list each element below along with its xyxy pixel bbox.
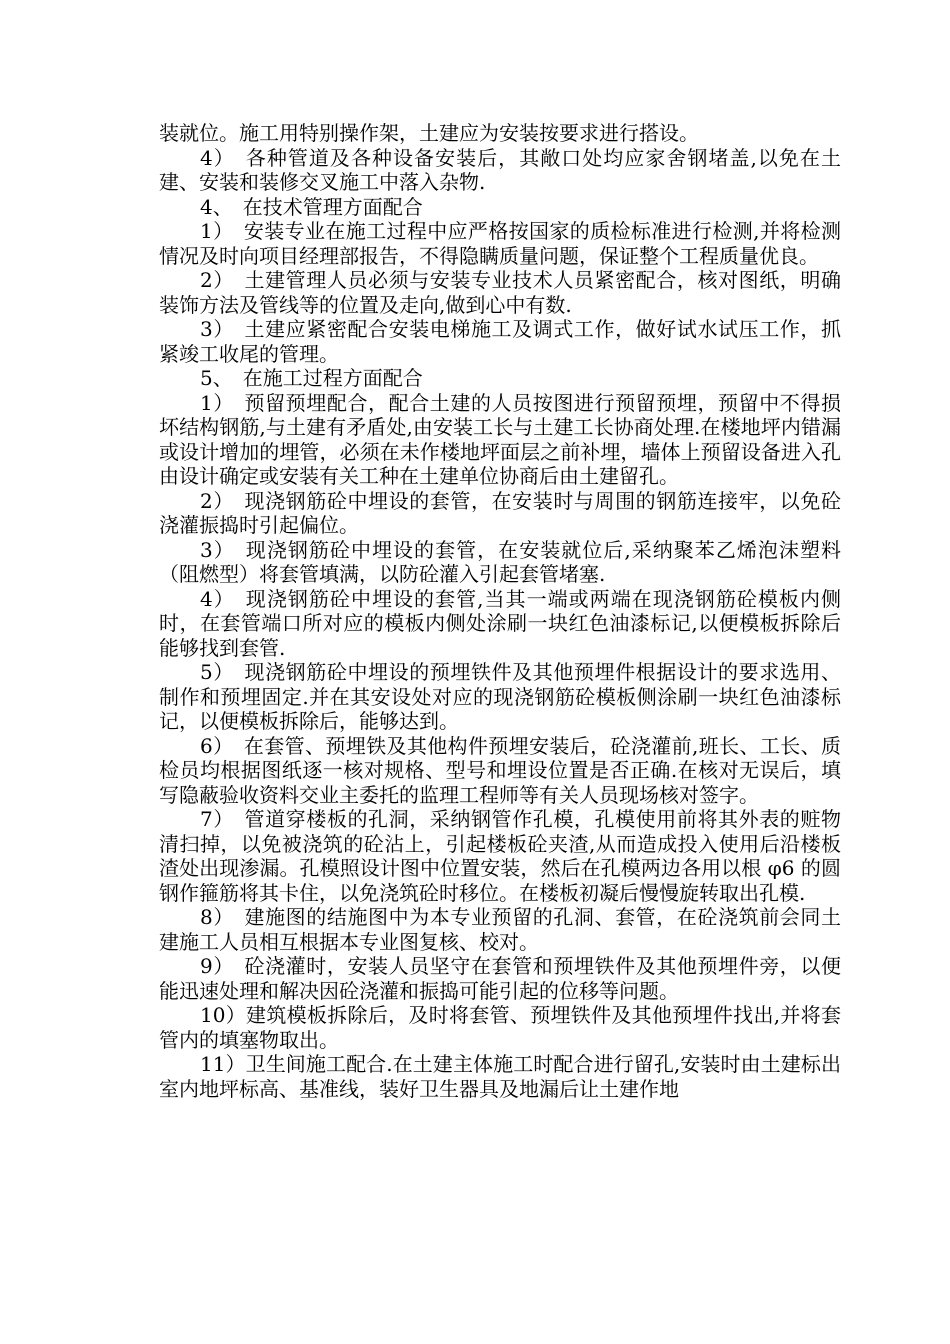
paragraph: 9） 砼浇灌时，安装人员坚守在套管和预埋铁件及其他预埋件旁，以便能迅速处理和解决因砼浇灌和振捣可能引起的位移等问题。	[159, 954, 841, 1003]
paragraph: 7） 管道穿楼板的孔洞，采纳钢管作孔模，孔模使用前将其外表的赃物清扫掉，以免被浇筑的砼沾上，引起楼板砼夹渣,从而造成投入使用后沿楼板渣处出现渗漏。孔模照设计图中位置安装，然后在孔模两边各用以根 φ6 的圆钢作箍筋将其卡住，以免浇筑砼时移位。在楼板初凝后慢慢旋转取出孔模.	[159, 807, 841, 905]
paragraph: 1） 预留预埋配合，配合土建的人员按图进行预留预埋，预留中不得损坏结构钢筋,与土建有矛盾处,由安装工长与土建工长协商处理.在楼地坪内错漏或设计增加的埋管，必须在未作楼地坪面层之前补埋，墙体上预留设备进入孔由设计确定或安装有关工种在土建单位协商后由土建留孔。	[159, 390, 841, 488]
document-page	[159, 121, 841, 1101]
section-heading: 4、 在技术管理方面配合	[200, 194, 423, 219]
paragraph: 4） 现浇钢筋砼中埋设的套管,当其一端或两端在现浇钢筋砼模板内侧时，在套管端口所对应的模板内侧处涂刷一块红色油漆标记,以便模板拆除后能够找到套管.	[159, 586, 841, 660]
paragraph: 2） 现浇钢筋砼中埋设的套管，在安装时与周围的钢筋连接牢，以免砼浇灌振捣时引起偏位。	[159, 488, 841, 537]
paragraph: 11）卫生间施工配合.在土建主体施工时配合进行留孔,安装时由土建标出室内地坪标高、基准线，装好卫生器具及地漏后让土建作地	[159, 1052, 841, 1101]
paragraph: 5） 现浇钢筋砼中埋设的预埋铁件及其他预埋件根据设计的要求选用、制作和预埋固定.并在其安设处对应的现浇钢筋砼模板侧涂刷一块红色油漆标记，以便模板拆除后，能够达到。	[159, 660, 841, 733]
paragraph: 4） 各种管道及各种设备安装后，其敞口处均应家舍钢堵盖,以免在土建、安装和装修交叉施工中落入杂物.	[159, 145, 841, 194]
paragraph: 3） 土建应紧密配合安装电梯施工及调式工作，做好试水试压工作，抓紧竣工收尾的管理。	[159, 317, 841, 366]
paragraph: 3） 现浇钢筋砼中埋设的套管，在安装就位后,采纳聚苯乙烯泡沫塑料（阻燃型）将套管填满，以防砼灌入引起套管堵塞.	[159, 537, 841, 586]
paragraph: 6） 在套管、预埋铁及其他构件预埋安装后，砼浇灌前,班长、工长、质检员均根据图纸逐一核对规格、型号和埋设位置是否正确.在核对无误后，填写隐蔽验收资料交业主委托的监理工程师等有关人员现场核对签字。	[159, 733, 841, 807]
paragraph: 8） 建施图的结施图中为本专业预留的孔洞、套管，在砼浇筑前会同土建施工人员相互根据本专业图复核、校对。	[159, 905, 841, 954]
paragraph: 1） 安装专业在施工过程中应严格按国家的质检标准进行检测,并将检测情况及时向项目经理部报告，不得隐瞒质量问题，保证整个工程质量优良。	[159, 219, 841, 268]
paragraph: 2） 土建管理人员必须与安装专业技术人员紧密配合，核对图纸，明确装饰方法及管线等的位置及走向,做到心中有数.	[159, 268, 841, 317]
paragraph: 10）建筑模板拆除后，及时将套管、预埋铁件及其他预埋件找出,并将套管内的填塞物取出。	[159, 1003, 841, 1052]
section-heading: 5、 在施工过程方面配合	[200, 366, 423, 390]
paragraph: 装就位。施工用特别操作架，土建应为安装按要求进行搭设。	[159, 121, 699, 145]
